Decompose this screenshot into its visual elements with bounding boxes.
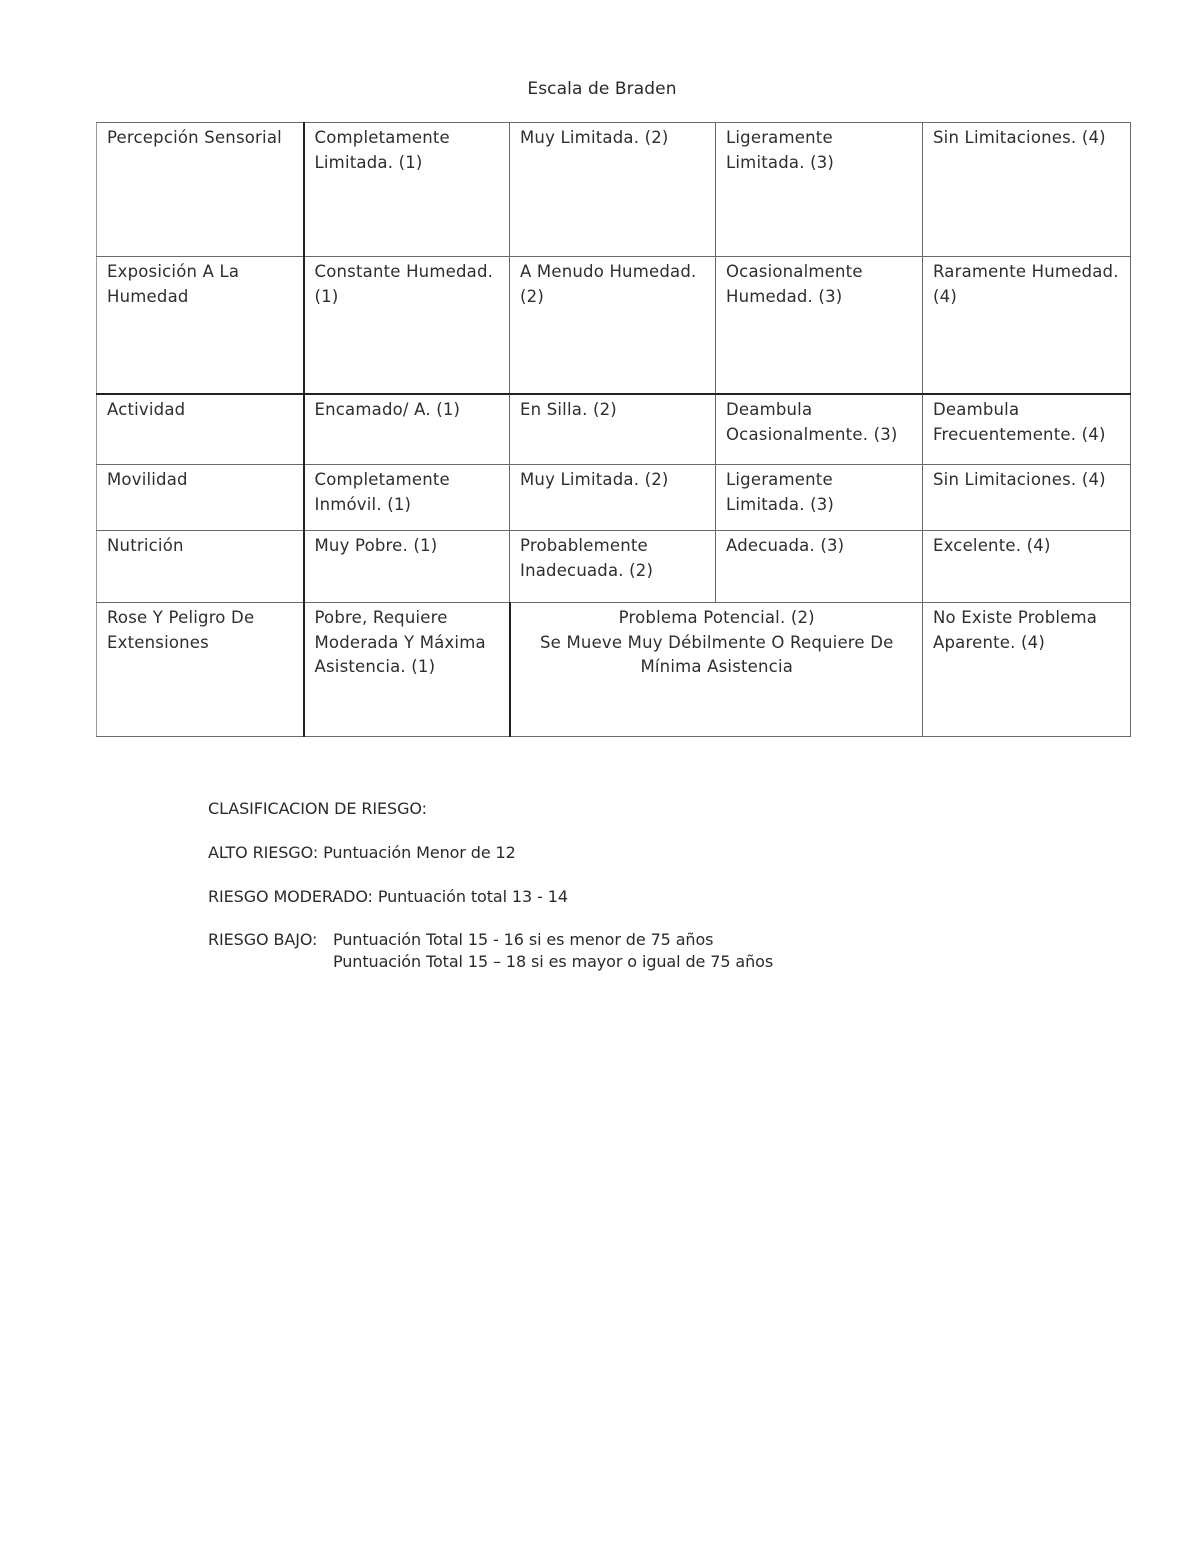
criterion-cell: Nutrición <box>97 531 304 603</box>
low-risk-label: RIESGO BAJO: <box>208 930 318 949</box>
score-1-cell: Completamente Limitada. (1) <box>304 123 510 257</box>
score-2-cell: En Silla. (2) <box>510 394 716 465</box>
score-4-cell: Deambula Frecuentemente. (4) <box>923 394 1131 465</box>
score-3-cell: Adecuada. (3) <box>716 531 923 603</box>
score-2-cell: A Menudo Humedad. (2) <box>510 257 716 395</box>
score-2-cell: Muy Limitada. (2) <box>510 465 716 531</box>
score-4-cell: Sin Limitaciones. (4) <box>923 123 1131 257</box>
low-risk-line <box>208 930 713 949</box>
table-row <box>97 394 1131 465</box>
score-4-cell: Sin Limitaciones. (4) <box>923 465 1131 531</box>
score-3-cell: Ocasionalmente Humedad. (3) <box>716 257 923 395</box>
low-risk-criterion-1: Puntuación Total 15 - 16 si es menor de 75 años <box>333 930 714 949</box>
risk-classification-title: CLASIFICACION DE RIESGO: <box>208 799 427 818</box>
score-2-cell: Muy Limitada. (2) <box>510 123 716 257</box>
high-risk-line: ALTO RIESGO: Puntuación Menor de 12 <box>208 843 516 862</box>
score-2-merged-cell <box>510 603 923 737</box>
score-3-cell: Deambula Ocasionalmente. (3) <box>716 394 923 465</box>
braden-scale-table <box>96 122 1131 737</box>
moderate-risk-line: RIESGO MODERADO: Puntuación total 13 - 14 <box>208 887 568 906</box>
table-row <box>97 123 1131 257</box>
criterion-cell: Movilidad <box>97 465 304 531</box>
score-1-cell: Pobre, Requiere Moderada Y Máxima Asistencia. (1) <box>304 603 510 737</box>
page-title: Escala de Braden <box>527 79 677 99</box>
score-1-cell: Constante Humedad. (1) <box>304 257 510 395</box>
score-1-cell: Encamado/ A. (1) <box>304 394 510 465</box>
score-1-cell: Muy Pobre. (1) <box>304 531 510 603</box>
score-2-description: Se Mueve Muy Débilmente O Requiere De Mínima Asistencia <box>540 632 894 676</box>
score-3-cell: Ligeramente Limitada. (3) <box>716 465 923 531</box>
table-row <box>97 465 1131 531</box>
criterion-cell: Percepción Sensorial <box>97 123 304 257</box>
score-2-cell: Probablemente Inadecuada. (2) <box>510 531 716 603</box>
low-risk-criterion-2: Puntuación Total 15 – 18 si es mayor o igual de 75 años <box>333 952 774 971</box>
criterion-cell: Rose Y Peligro De Extensiones <box>97 603 304 737</box>
criterion-cell: Actividad <box>97 394 304 465</box>
table-row <box>97 603 1131 737</box>
score-1-cell: Completamente Inmóvil. (1) <box>304 465 510 531</box>
score-4-cell: Excelente. (4) <box>923 531 1131 603</box>
score-2-title: Problema Potencial. (2) <box>618 608 815 627</box>
score-4-cell: Raramente Humedad. (4) <box>923 257 1131 395</box>
table-row <box>97 531 1131 603</box>
score-4-cell: No Existe Problema Aparente. (4) <box>923 603 1131 737</box>
score-3-cell: Ligeramente Limitada. (3) <box>716 123 923 257</box>
table-row <box>97 257 1131 395</box>
criterion-cell: Exposición A La Humedad <box>97 257 304 395</box>
